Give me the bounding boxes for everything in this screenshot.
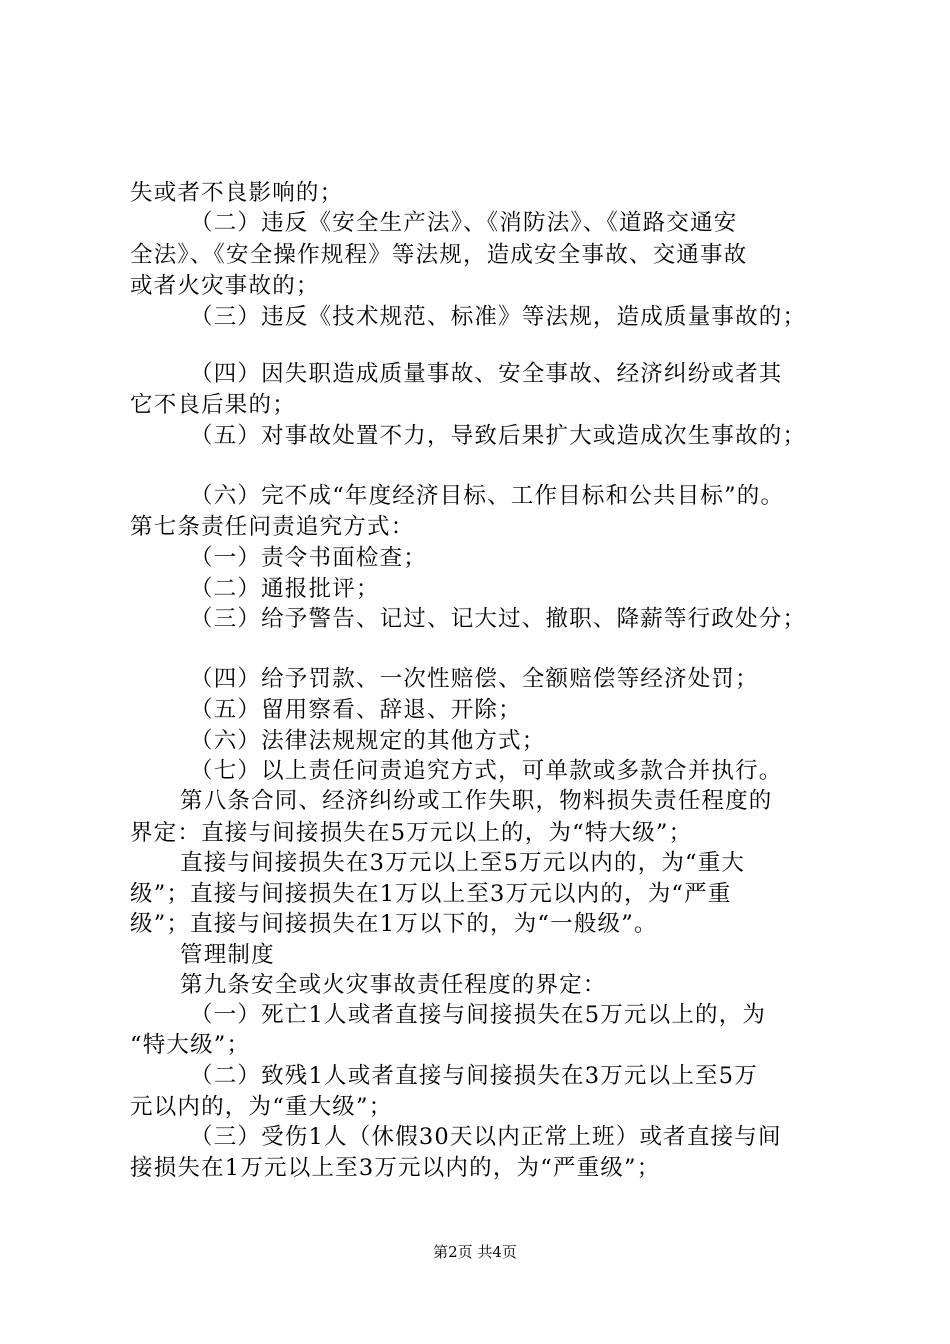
- text-line: （二）致残1人或者直接与间接损失在3万元以上至5万: [190, 1063, 758, 1089]
- text-line: 第八条合同、经济纠纷或工作失职，物料损失责任程度的: [180, 788, 773, 814]
- text-line: （一）责令书面检查；: [190, 545, 428, 571]
- text-line: 全法》、《安全操作规程》等法规，造成安全事故、交通事故: [130, 242, 748, 268]
- text-line: （四）因失职造成质量事故、安全事故、经济纠纷或者其: [190, 361, 783, 387]
- text-line: （六）完不成“年度经济目标、工作目标和公共目标”的。: [190, 483, 785, 509]
- text-line: 它不良后果的；: [130, 392, 296, 418]
- text-line: 界定：直接与间接损失在5万元以上的，为“特大级”；: [130, 820, 693, 846]
- text-line: “特大级”；: [130, 1032, 251, 1058]
- text-line: （四）给予罚款、一次性赔偿、全额赔偿等经济处罚；: [190, 666, 759, 692]
- text-line: （一）死亡1人或者直接与间接损失在5万元以上的，为: [190, 1002, 767, 1028]
- text-line: （三）给予警告、记过、记大过、撤职、降薪等行政处分；: [190, 606, 807, 632]
- text-line: 直接与间接损失在3万元以上至5万元以内的，为“重大: [180, 850, 746, 876]
- text-line: 元以内的，为“重大级”；: [130, 1094, 393, 1120]
- text-line: （五）对事故处置不力，导致后果扩大或造成次生事故的；: [190, 423, 807, 449]
- text-line: （二）违反《安全生产法》、《消防法》、《道路交通安: [190, 210, 738, 236]
- text-line: （二）通报批评；: [190, 576, 380, 602]
- text-line: （三）违反《技术规范、标准》等法规，造成质量事故的；: [190, 304, 807, 330]
- text-line: （六）法律法规规定的其他方式；: [190, 728, 546, 754]
- text-line: （三）受伤1人（休假30天以内正常上班）或者直接与间: [190, 1124, 782, 1150]
- text-line: 失或者不良影响的；: [130, 180, 344, 206]
- text-line: 或者火灾事故的；: [130, 273, 320, 299]
- text-line: （五）留用察看、辞退、开除；: [190, 697, 522, 723]
- page-number-footer: 第2页 共4页: [433, 1243, 517, 1261]
- text-line: 接损失在1万元以上至3万元以内的，为“严重级”；: [130, 1155, 661, 1181]
- text-line: 第七条责任问责追究方式：: [130, 514, 415, 540]
- text-line: 管理制度: [180, 942, 275, 968]
- text-line: （七）以上责任问责追究方式，可单款或多款合并执行。: [190, 758, 783, 784]
- text-line: 级”；直接与间接损失在1万以下的，为“一般级”。: [130, 911, 658, 937]
- text-line: 第九条安全或火灾事故责任程度的界定：: [180, 972, 607, 998]
- text-line: 级”；直接与间接损失在1万以上至3万元以内的，为“严重: [130, 881, 732, 907]
